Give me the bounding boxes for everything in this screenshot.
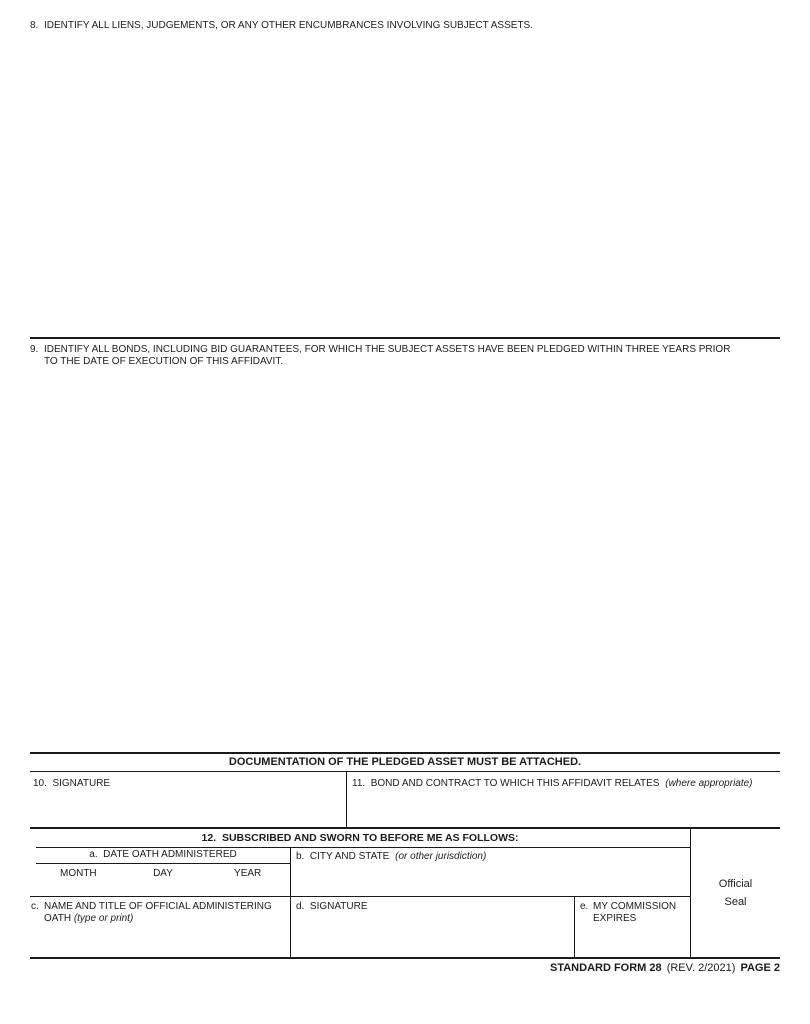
official-seal-label-line1: Official: [718, 878, 753, 890]
date-oath-administered-cell: [36, 848, 290, 896]
official-signature-field-cell[interactable]: [290, 897, 574, 957]
day-field[interactable]: DAY: [153, 868, 173, 879]
attachment-notice: DOCUMENTATION OF THE PLEDGED ASSET MUST BE ATTACHED.: [228, 756, 582, 768]
item-8-label-row: [30, 20, 780, 32]
item-12c-label-line1: NAME AND TITLE OF OFFICIAL ADMINISTERING: [44, 901, 272, 912]
year-field[interactable]: YEAR: [234, 868, 262, 879]
footer-form-name: STANDARD FORM 28: [550, 962, 662, 974]
item-8-label: IDENTIFY ALL LIENS, JUDGEMENTS, OR ANY OTHER ENCUMBRANCES INVOLVING SUBJECT ASSETS.: [44, 20, 533, 31]
item-12e-label: [593, 901, 676, 957]
item-12a-label: a. DATE OATH ADMINISTERED: [36, 848, 290, 864]
item-9-response-area[interactable]: [30, 372, 780, 748]
official-seal-label-line2: Seal: [724, 896, 747, 908]
item-12c-label-line2: OATH (type or print): [44, 913, 134, 924]
item-11-note: (where appropriate): [665, 778, 753, 789]
footer-page-number: PAGE 2: [740, 962, 780, 974]
item-11-label: 11. BOND AND CONTRACT TO WHICH THIS AFFIDAVIT RELATES: [352, 778, 660, 789]
item-12c-note: (type or print): [73, 913, 134, 924]
item-9-label-row: [30, 344, 780, 368]
footer-revision: (REV. 2/2021): [666, 962, 736, 974]
item-12e-label-line1: MY COMMISSION: [593, 901, 677, 912]
item-12d-label: d. SIGNATURE: [296, 901, 368, 912]
section-12-heading: 12. SUBSCRIBED AND SWORN TO BEFORE ME AS FOLLOWS:: [201, 832, 519, 844]
item-12e-number: e.: [580, 901, 589, 912]
signature-10-field-cell[interactable]: [30, 772, 346, 827]
item-9-number: 9.: [30, 344, 39, 355]
item-10-label: 10. SIGNATURE: [33, 778, 111, 789]
item-12c-label: [44, 901, 272, 957]
item-12c-number: c.: [31, 901, 39, 912]
item-9-top-rule: [30, 337, 780, 339]
bond-contract-11-field-cell[interactable]: [346, 772, 780, 827]
item-12b-label: b. CITY AND STATE: [296, 851, 390, 862]
month-field[interactable]: MONTH: [59, 868, 97, 879]
item-9-label-line2: TO THE DATE OF EXECUTION OF THIS AFFIDAVIT.: [44, 356, 284, 367]
banner-top-rule: [30, 752, 780, 754]
item-8-number: 8.: [30, 20, 39, 31]
official-seal-area: [690, 829, 780, 957]
item-12b-note: (or other jurisdiction): [395, 851, 487, 862]
form-footer: [30, 962, 780, 974]
item-12e-label-line2: EXPIRES: [593, 913, 637, 924]
item-9-label: [44, 344, 730, 368]
section-12-top-rule: [30, 827, 780, 829]
item-8-response-area[interactable]: [30, 40, 780, 334]
section-12-bottom-rule: [30, 957, 780, 959]
item-9-label-line1: IDENTIFY ALL BONDS, INCLUDING BID GUARANTEES, FOR WHICH THE SUBJECT ASSETS HAVE BEEN PLEDGED WITHIN THREE YEARS PRIOR: [44, 344, 731, 355]
commission-expires-field-cell[interactable]: [574, 897, 690, 957]
official-name-title-field-cell[interactable]: [30, 897, 290, 957]
city-state-field-cell[interactable]: [290, 847, 690, 896]
